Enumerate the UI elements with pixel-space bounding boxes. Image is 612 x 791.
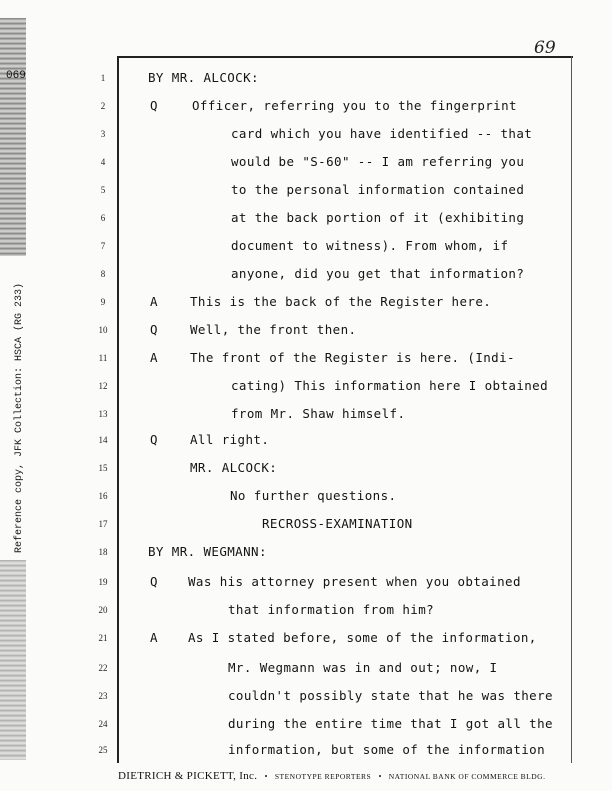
line-number: 21 — [98, 633, 108, 643]
footer-separator: • — [378, 772, 382, 781]
transcript-text: from Mr. Shaw himself. — [231, 406, 406, 421]
qa-marker: A — [150, 630, 158, 645]
line-number: 20 — [98, 605, 108, 615]
transcript-text: The front of the Register is here. (Indi- — [190, 350, 515, 365]
transcript-text: that information from him? — [228, 602, 435, 617]
line-number: 25 — [98, 745, 108, 755]
line-number: 12 — [98, 381, 108, 391]
footer-separator: • — [264, 772, 268, 781]
line-number: 23 — [98, 691, 108, 701]
transcript-text: This is the back of the Register here. — [190, 294, 492, 309]
transcript-text: would be "S-60" -- I am referring you — [231, 154, 525, 169]
line-number: 11 — [98, 353, 108, 363]
transcript-text: MR. ALCOCK: — [190, 460, 278, 475]
footer-bank: NATIONAL BANK OF COMMERCE BLDG. — [388, 772, 546, 781]
transcript-text: at the back portion of it (exhibiting — [231, 210, 525, 225]
reference-copy-stamp: Reference copy, JFK Collection: HSCA (RG 233) — [14, 282, 25, 553]
transcript-text: couldn't possibly state that he was there — [228, 688, 553, 703]
page-footer — [118, 770, 578, 782]
qa-marker: A — [150, 350, 158, 365]
qa-marker: Q — [150, 98, 158, 113]
footer-reporters: STENOTYPE REPORTERS — [274, 772, 372, 781]
line-number: 10 — [98, 325, 108, 335]
line-number: 24 — [98, 719, 108, 729]
line-number: 13 — [98, 409, 108, 419]
transcript-text: As I stated before, some of the information, — [188, 630, 537, 645]
line-number: 17 — [98, 519, 108, 529]
page-frame-right — [571, 56, 572, 763]
qa-marker: Q — [150, 432, 158, 447]
scan-edge-artifact — [0, 18, 26, 256]
qa-marker: Q — [150, 322, 158, 337]
line-number: 19 — [98, 577, 108, 587]
line-number: 1 — [100, 73, 106, 83]
transcript-text: BY MR. ALCOCK: — [148, 70, 259, 85]
transcript-text: All right. — [190, 432, 270, 447]
line-number: 5 — [100, 185, 106, 195]
transcript-text: BY MR. WEGMANN: — [148, 544, 267, 559]
transcript-text: card which you have identified -- that — [231, 126, 533, 141]
line-number: 15 — [98, 463, 108, 473]
transcript-text: to the personal information contained — [231, 182, 525, 197]
line-number: 4 — [100, 157, 106, 167]
transcript-text: information, but some of the information — [228, 742, 546, 757]
transcript-text: RECROSS-EXAMINATION — [262, 516, 413, 531]
qa-marker: Q — [150, 574, 158, 589]
page-frame-left — [117, 56, 119, 763]
transcript-text: anyone, did you get that information? — [231, 266, 525, 281]
transcript-text: Officer, referring you to the fingerprint — [192, 98, 517, 113]
transcript-text: No further questions. — [230, 488, 397, 503]
line-number: 18 — [98, 547, 108, 557]
line-number: 9 — [100, 297, 106, 307]
line-number: 16 — [98, 491, 108, 501]
line-number: 22 — [98, 663, 108, 673]
transcript-text: document to witness). From whom, if — [231, 238, 509, 253]
scan-edge-artifact — [0, 560, 26, 760]
transcript-text: Was his attorney present when you obtained — [188, 574, 521, 589]
handwritten-page-number: 69 — [534, 38, 556, 58]
footer-firm-name: DIETRICH & PICKETT, Inc. — [118, 770, 258, 782]
line-number: 3 — [100, 129, 106, 139]
transcript-text: during the entire time that I got all the — [228, 716, 553, 731]
line-number: 7 — [100, 241, 106, 251]
line-number: 14 — [98, 435, 108, 445]
transcript-text: Mr. Wegmann was in and out; now, I — [228, 660, 498, 675]
qa-marker: A — [150, 294, 158, 309]
page-stamp: 069 — [6, 70, 26, 82]
line-number: 8 — [100, 269, 106, 279]
page-frame-top — [117, 56, 573, 58]
transcript-text: cating) This information here I obtained — [231, 378, 549, 393]
transcript-text: Well, the front then. — [190, 322, 357, 337]
line-number: 2 — [100, 101, 106, 111]
line-number: 6 — [100, 213, 106, 223]
